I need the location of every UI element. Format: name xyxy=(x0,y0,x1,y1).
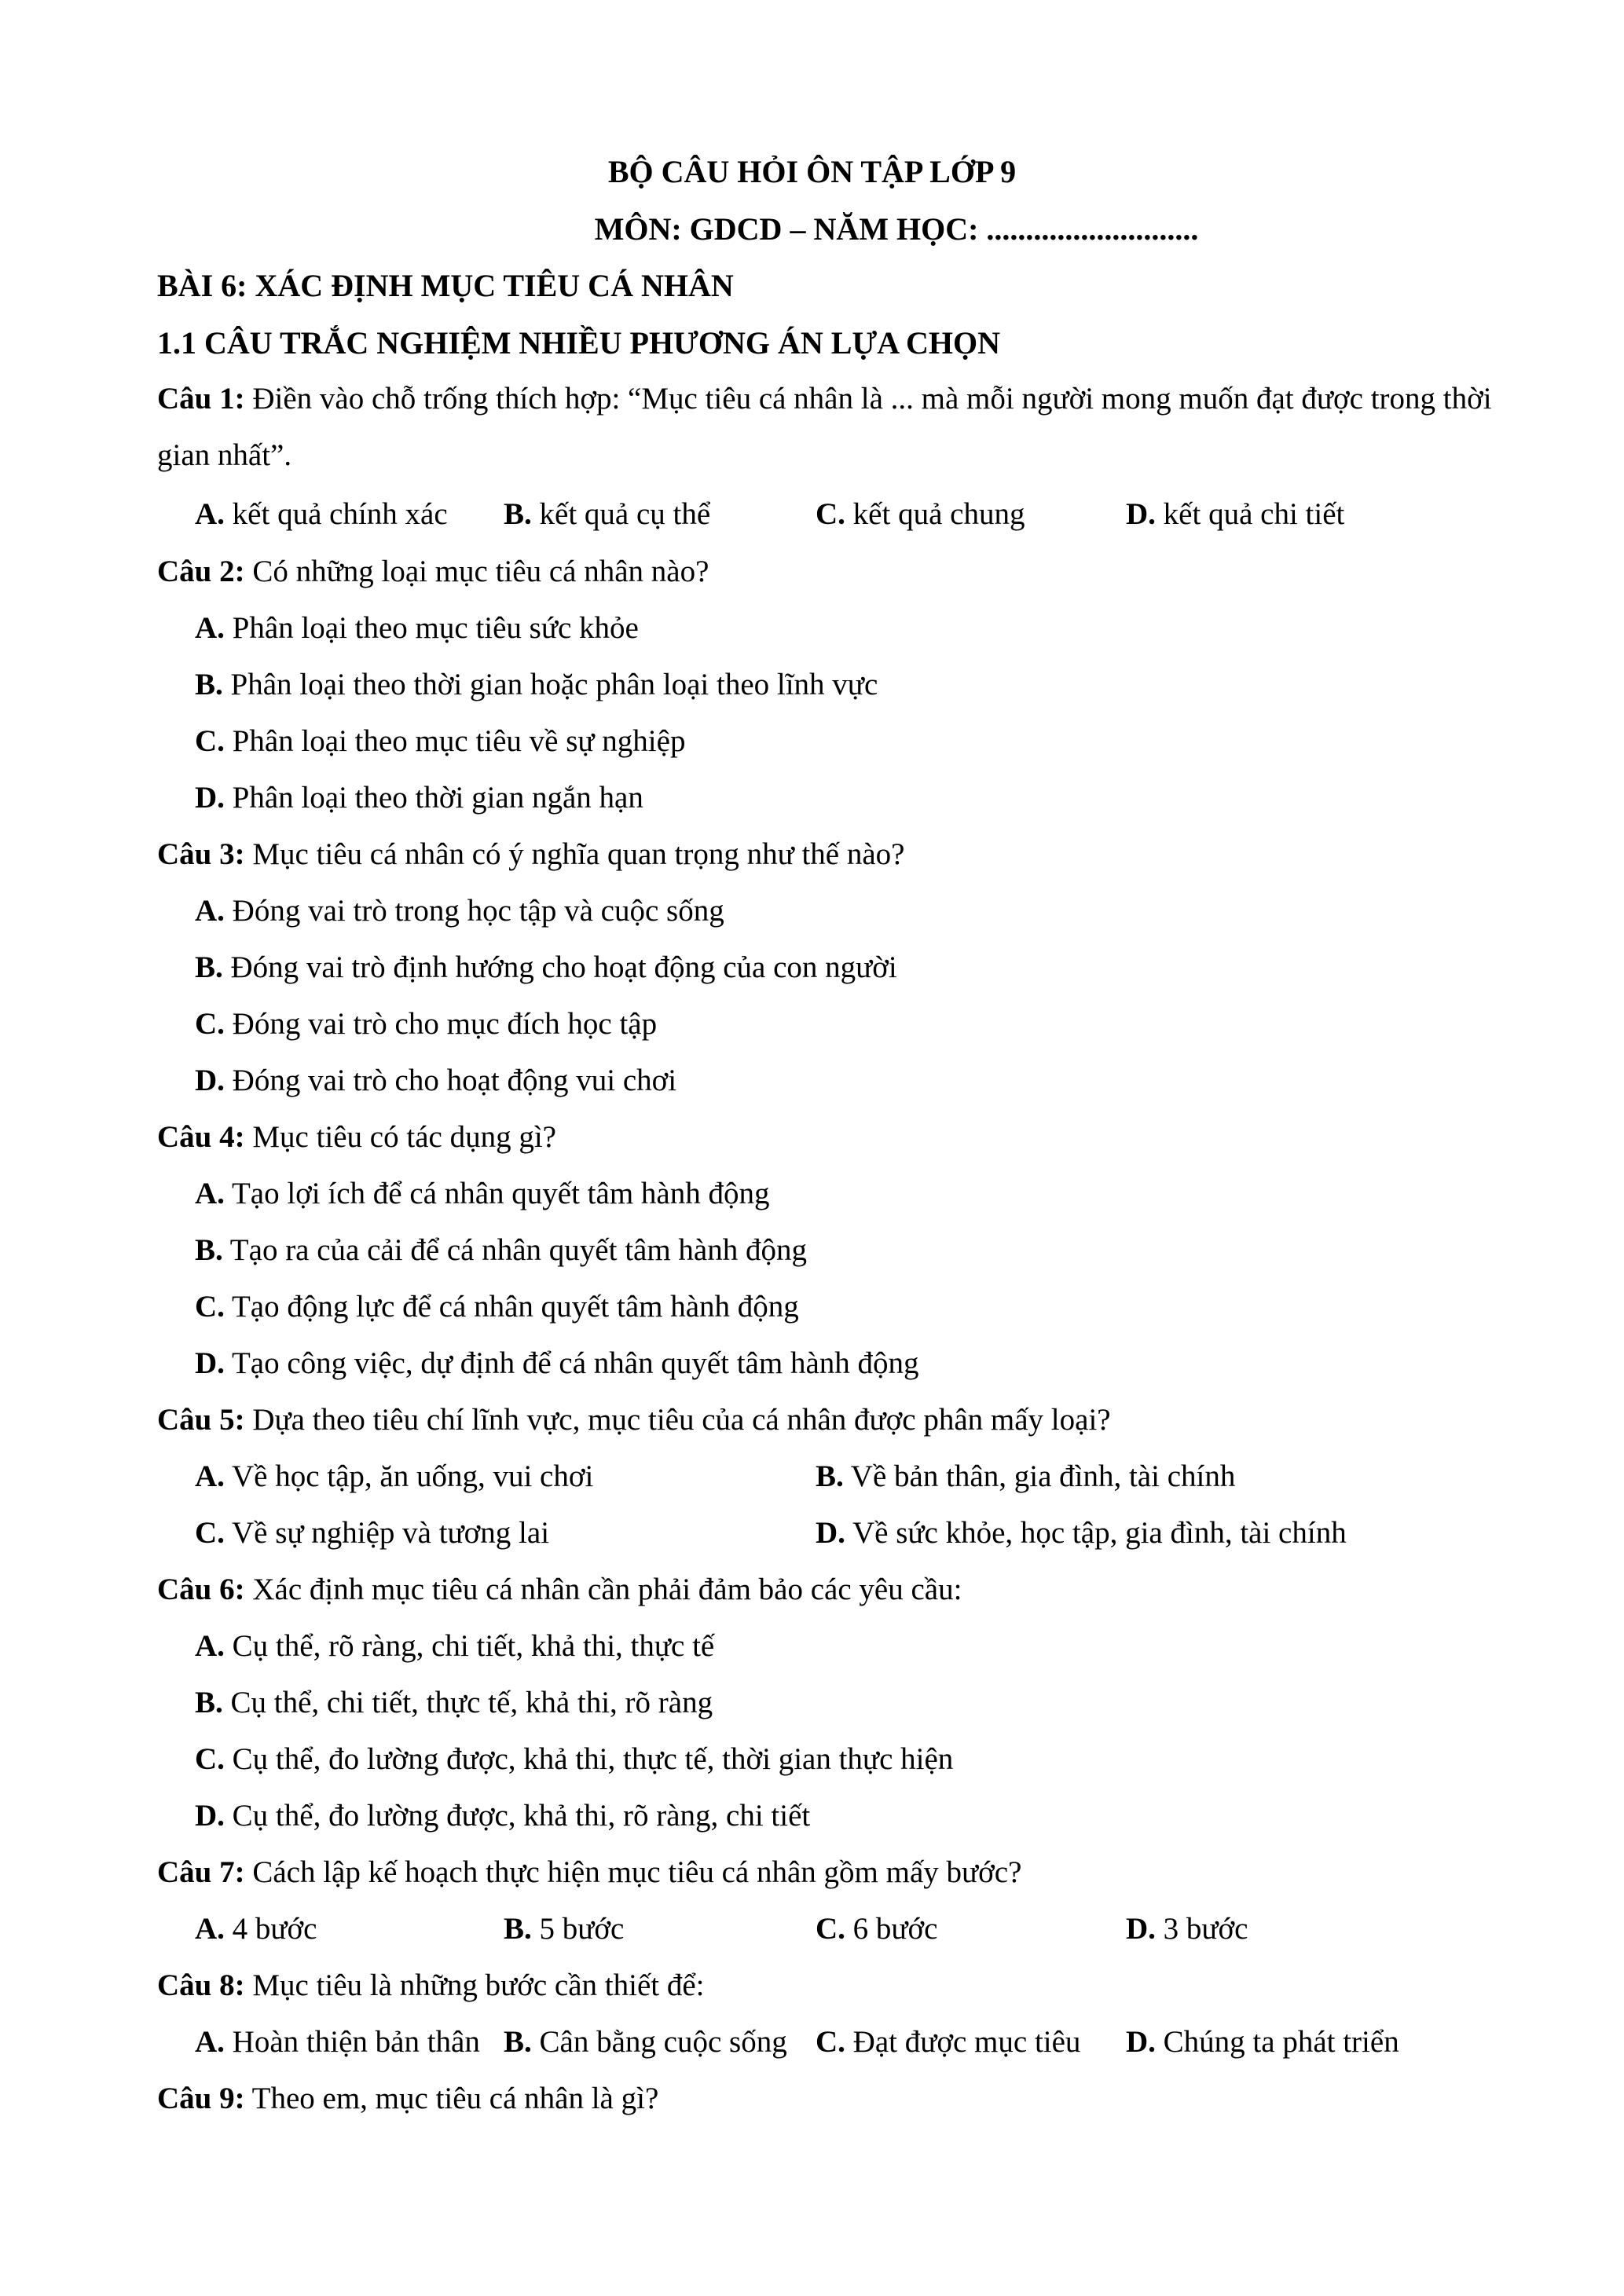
q1-option-a: A. kết quả chính xác xyxy=(195,497,448,531)
q1-option-c: C. kết quả chung xyxy=(816,497,1025,531)
q4-option-b: B. Tạo ra của cải để cá nhân quyết tâm hành động xyxy=(195,1233,807,1267)
q6-option-c: C. Cụ thể, đo lường được, khả thi, thực tế, thời gian thực hiện xyxy=(195,1742,954,1776)
question-9: Câu 9: Theo em, mục tiêu cá nhân là gì? xyxy=(157,2082,659,2115)
q8-option-b: B. Cân bằng cuộc sống xyxy=(504,2025,787,2059)
lesson-title: BÀI 6: XÁC ĐỊNH MỤC TIÊU CÁ NHÂN xyxy=(157,268,734,303)
q2-option-a: A. Phân loại theo mục tiêu sức khỏe xyxy=(195,611,639,645)
q5-option-a: A. Về học tập, ăn uống, vui chơi xyxy=(195,1459,594,1493)
question-8: Câu 8: Mục tiêu là những bước cần thiết để: xyxy=(157,1968,705,2002)
q4-option-d: D. Tạo công việc, dự định để cá nhân quyết tâm hành động xyxy=(195,1346,919,1380)
document-subtitle: MÔN: GDCD – NĂM HỌC: ........................... xyxy=(594,211,1199,247)
q8-option-d: D. Chúng ta phát triển xyxy=(1126,2025,1399,2059)
q5-option-c: C. Về sự nghiệp và tương lai xyxy=(195,1516,550,1550)
q5-option-d: D. Về sức khỏe, học tập, gia đình, tài chính xyxy=(816,1516,1347,1550)
question-7: Câu 7: Cách lập kế hoạch thực hiện mục tiêu cá nhân gồm mấy bước? xyxy=(157,1855,1022,1889)
question-4: Câu 4: Mục tiêu có tác dụng gì? xyxy=(157,1120,556,1154)
q6-option-d: D. Cụ thể, đo lường được, khả thi, rõ ràng, chi tiết xyxy=(195,1799,811,1833)
q2-option-d: D. Phân loại theo thời gian ngắn hạn xyxy=(195,781,643,815)
question-text: Điền vào chỗ trống thích hợp: “Mục tiêu cá nhân là ... mà mỗi người mong muốn đạt được trong thời gian nhất”. xyxy=(157,382,1492,472)
question-2: Câu 2: Có những loại mục tiêu cá nhân nào? xyxy=(157,555,709,588)
question-1 xyxy=(157,371,1493,484)
q1-option-d: D. kết quả chi tiết xyxy=(1126,497,1345,531)
q8-option-a: A. Hoàn thiện bản thân xyxy=(195,2025,480,2059)
question-6: Câu 6: Xác định mục tiêu cá nhân cần phải đảm bảo các yêu cầu: xyxy=(157,1573,962,1606)
q5-option-b: B. Về bản thân, gia đình, tài chính xyxy=(816,1459,1236,1493)
q8-option-c: C. Đạt được mục tiêu xyxy=(816,2025,1081,2059)
question-3: Câu 3: Mục tiêu cá nhân có ý nghĩa quan trọng như thế nào? xyxy=(157,837,905,871)
q2-option-c: C. Phân loại theo mục tiêu về sự nghiệp xyxy=(195,724,686,758)
section-heading: 1.1 CÂU TRẮC NGHIỆM NHIỀU PHƯƠNG ÁN LỰA CHỌN xyxy=(157,325,1000,361)
q4-option-a: A. Tạo lợi ích để cá nhân quyết tâm hành động xyxy=(195,1177,770,1210)
q3-option-c: C. Đóng vai trò cho mục đích học tập xyxy=(195,1007,658,1041)
question-5: Câu 5: Dựa theo tiêu chí lĩnh vực, mục tiêu của cá nhân được phân mấy loại? xyxy=(157,1403,1111,1437)
q7-option-c: C. 6 bước xyxy=(816,1912,938,1946)
q6-option-b: B. Cụ thể, chi tiết, thực tế, khả thi, rõ ràng xyxy=(195,1686,713,1719)
q7-option-d: D. 3 bước xyxy=(1126,1912,1248,1946)
document-title: BỘ CÂU HỎI ÔN TẬP LỚP 9 xyxy=(607,154,1017,189)
q3-option-d: D. Đóng vai trò cho hoạt động vui chơi xyxy=(195,1064,677,1097)
q2-option-b: B. Phân loại theo thời gian hoặc phân loại theo lĩnh vực xyxy=(195,668,878,701)
q4-option-c: C. Tạo động lực để cá nhân quyết tâm hành động xyxy=(195,1290,799,1324)
q7-option-b: B. 5 bước xyxy=(504,1912,625,1946)
q6-option-a: A. Cụ thể, rõ ràng, chi tiết, khả thi, thực tế xyxy=(195,1629,715,1663)
question-label: Câu 1: xyxy=(157,382,245,416)
q3-option-b: B. Đóng vai trò định hướng cho hoạt động của con người xyxy=(195,950,897,984)
q1-option-b: B. kết quả cụ thể xyxy=(504,497,711,531)
q3-option-a: A. Đóng vai trò trong học tập và cuộc sống xyxy=(195,894,724,928)
q7-option-a: A. 4 bước xyxy=(195,1912,317,1946)
